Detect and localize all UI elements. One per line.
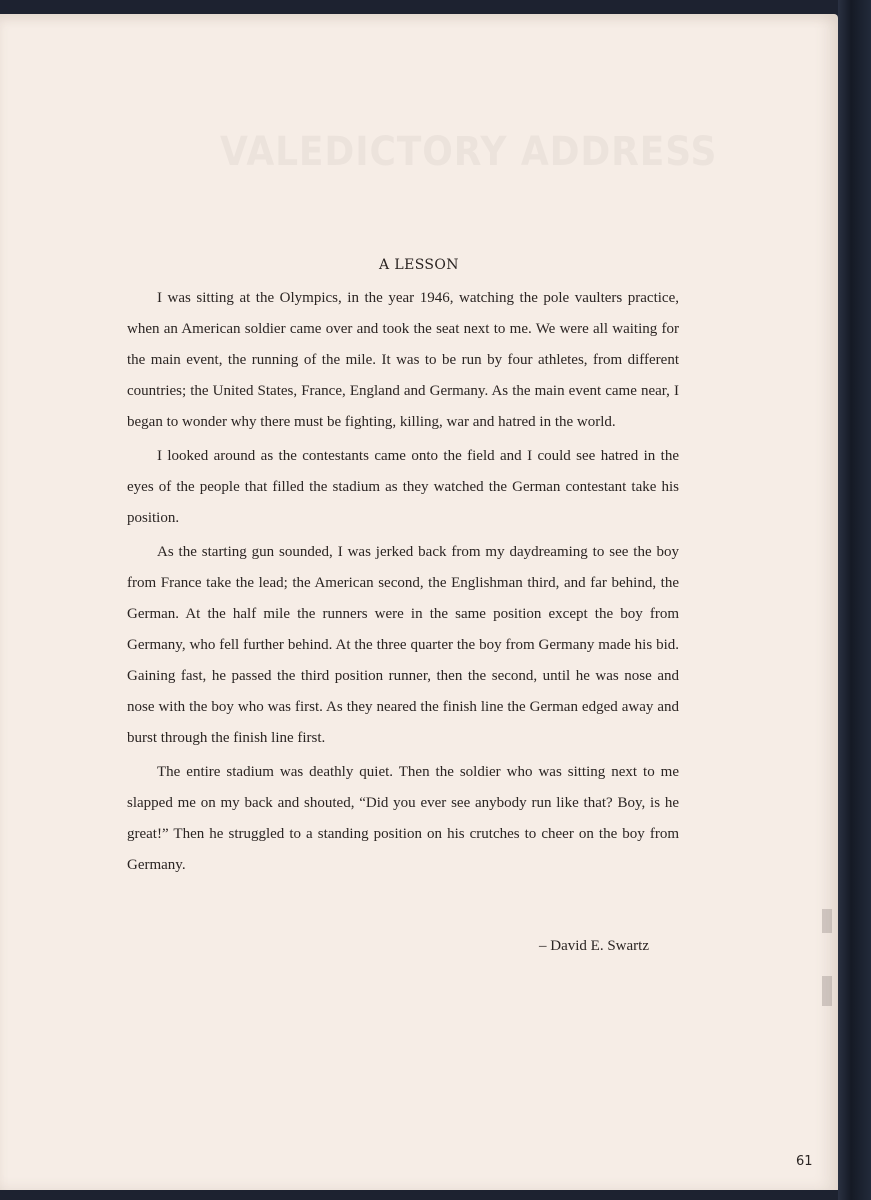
bleed-through-title: VALEDICTORY ADDRESS (220, 129, 718, 175)
paragraph-2: I looked around as the contestants came onto the field and I could see hatred in the eyes of the people that filled the stadium as they watched the German contestant take his position. (127, 448, 679, 526)
essay-body (127, 283, 679, 884)
paragraph-4: The entire stadium was deathly quiet. Then the soldier who was sitting next to me slapped me on my back and shouted, “Did you ever see anybody run like that? Boy, is he great!” Then he struggled to a standing position on his crutches to cheer on the boy from Germany. (127, 764, 679, 873)
author-signature: – David E. Swartz (539, 938, 649, 954)
page-edge-mark (822, 976, 832, 1006)
page-number: 61 (796, 1154, 813, 1169)
book-page (0, 14, 838, 1190)
page-title: A LESSON (379, 257, 459, 273)
book-cover-edge (838, 0, 871, 1200)
page-edge-mark (822, 909, 832, 933)
paragraph-1: I was sitting at the Olympics, in the year 1946, watching the pole vaulters practice, when an American soldier came over and took the seat next to me. We were all waiting for the main event, the running of the mile. It was to be run by four athletes, from different countries; the United States, France, England and Germany. As the main event came near, I began to wonder why there must be fighting, killing, war and hatred in the world. (127, 290, 679, 430)
paragraph-3: As the starting gun sounded, I was jerked back from my daydreaming to see the boy from France take the lead; the American second, the Englishman third, and far behind, the German. At the half mile the runners were in the same position except the boy from Germany, who fell further behind. At the three quarter the boy from Germany made his bid. Gaining fast, he passed the third position runner, then the second, until he was nose and nose with the boy who was first. As they neared the finish line the German edged away and burst through the finish line first. (127, 544, 679, 746)
